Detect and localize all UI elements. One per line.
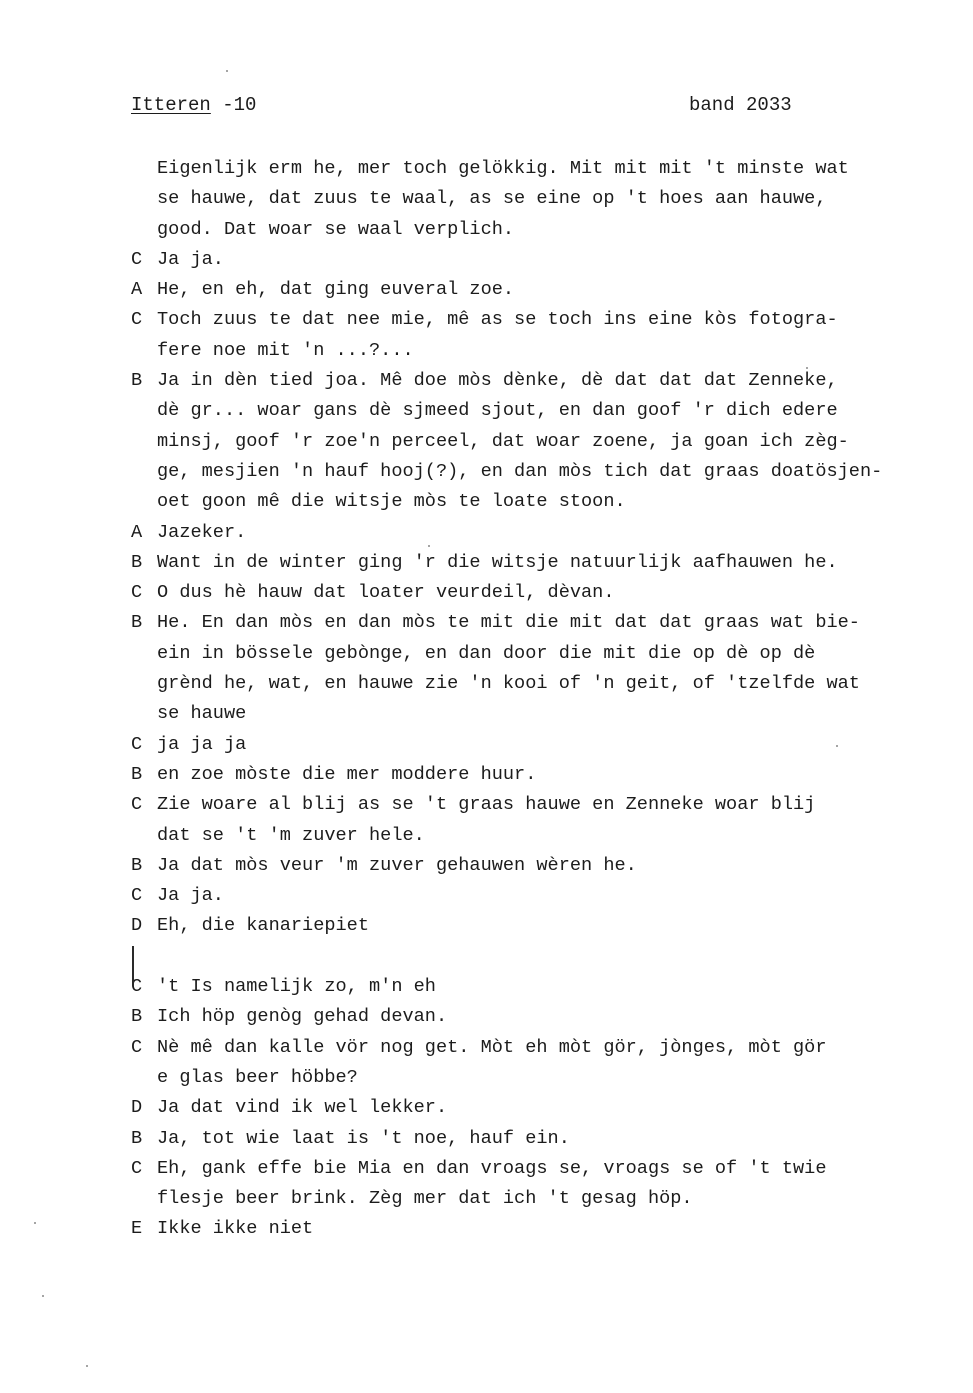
line-text: He. En dan mòs en dan mòs te mit die mit dat dat graas wat bie- bbox=[157, 612, 860, 634]
place-name: Itteren bbox=[131, 94, 211, 116]
line-text: e glas beer höbbe? bbox=[157, 1066, 358, 1088]
transcript-body bbox=[131, 154, 961, 1245]
speaker-label: B bbox=[131, 1006, 143, 1028]
line-text: dat se 't 'm zuver hele. bbox=[157, 824, 425, 846]
speaker-label: C bbox=[131, 582, 143, 604]
paper-speck bbox=[428, 545, 430, 547]
transcript-line bbox=[131, 336, 961, 366]
tape-reference: band 2033 bbox=[689, 94, 792, 116]
transcript-line bbox=[131, 972, 961, 1002]
line-text: Want in de winter ging 'r die witsje natuurlijk aafhauwen he. bbox=[157, 551, 838, 573]
transcript-line bbox=[131, 457, 961, 487]
speaker-label: C bbox=[131, 733, 143, 755]
speaker-label: C bbox=[131, 1036, 143, 1058]
speaker-label: B bbox=[131, 551, 143, 573]
transcript-line bbox=[131, 154, 961, 184]
transcript-line bbox=[131, 821, 961, 851]
line-text: fere noe mit 'n ...?... bbox=[157, 339, 414, 361]
line-text: Zie woare al blij as se 't graas hauwe en Zenneke woar blij bbox=[157, 794, 816, 816]
speaker-label: B bbox=[131, 612, 143, 634]
transcript-line bbox=[131, 942, 961, 972]
transcript-line bbox=[131, 548, 961, 578]
line-text: Ich höp genòg gehad devan. bbox=[157, 1006, 448, 1028]
speaker-label: B bbox=[131, 854, 143, 876]
transcript-line bbox=[131, 608, 961, 638]
transcript-line bbox=[131, 911, 961, 941]
speaker-label: D bbox=[131, 1097, 143, 1119]
transcript-line bbox=[131, 1184, 961, 1214]
line-text: O dus hè hauw dat loater veurdeil, dèvan. bbox=[157, 582, 615, 604]
transcript-line bbox=[131, 518, 961, 548]
page-location bbox=[131, 94, 256, 116]
line-text: ein in bössele gebònge, en dan door die mit die op dè op dè bbox=[157, 642, 816, 664]
transcript-line bbox=[131, 427, 961, 457]
transcript-line bbox=[131, 578, 961, 608]
speaker-label: E bbox=[131, 1218, 143, 1240]
transcript-line bbox=[131, 1033, 961, 1063]
line-text: en zoe mòste die mer moddere huur. bbox=[157, 763, 537, 785]
transcript-line bbox=[131, 1124, 961, 1154]
transcript-line bbox=[131, 1093, 961, 1123]
line-text: Ja ja. bbox=[157, 248, 224, 270]
line-text: Ja dat vind ik wel lekker. bbox=[157, 1097, 448, 1119]
paper-speck bbox=[226, 70, 228, 72]
speaker-label: C bbox=[131, 885, 143, 907]
transcript-line bbox=[131, 1154, 961, 1184]
line-text: Ja ja. bbox=[157, 885, 224, 907]
page-number: -10 bbox=[222, 94, 257, 116]
speaker-label: D bbox=[131, 915, 143, 937]
transcript-line bbox=[131, 366, 961, 396]
line-text: ja ja ja bbox=[157, 733, 247, 755]
line-text: Toch zuus te dat nee mie, mê as se toch ins eine kòs fotogra- bbox=[157, 309, 838, 331]
line-text: Nè mê dan kalle vör nog get. Mòt eh mòt gör, jònges, mòt gör bbox=[157, 1036, 827, 1058]
line-text: Eh, die kanariepiet bbox=[157, 915, 370, 937]
transcript-line bbox=[131, 305, 961, 335]
transcript-line bbox=[131, 760, 961, 790]
line-text: se hauwe, dat zuus te waal, as se eine op 't hoes aan hauwe, bbox=[157, 188, 827, 210]
line-text: Eh, gank effe bie Mia en dan vroags se, vroags se of 't twie bbox=[157, 1157, 827, 1179]
line-text: grènd he, wat, en hauwe zie 'n kooi of 'n geit, of 'tzelfde wat bbox=[157, 673, 860, 695]
speaker-label: B bbox=[131, 370, 143, 392]
paper-speck bbox=[42, 1295, 44, 1297]
speaker-label: A bbox=[131, 521, 143, 543]
transcript-line bbox=[131, 881, 961, 911]
transcript-line bbox=[131, 1214, 961, 1244]
transcript-line bbox=[131, 245, 961, 275]
line-text: Ikke ikke niet bbox=[157, 1218, 314, 1240]
transcript-line bbox=[131, 1063, 961, 1093]
line-text: se hauwe bbox=[157, 703, 247, 725]
paper-speck bbox=[806, 367, 808, 369]
speaker-label: C bbox=[131, 794, 143, 816]
line-text: Jazeker. bbox=[157, 521, 247, 543]
line-text: He, en eh, dat ging euveral zoe. bbox=[157, 279, 515, 301]
line-text: flesje beer brink. Zèg mer dat ich 't gesag höp. bbox=[157, 1188, 693, 1210]
paper-speck bbox=[836, 745, 838, 747]
line-text: Ja dat mòs veur 'm zuver gehauwen wèren he. bbox=[157, 854, 637, 876]
line-text: Ja in dèn tied joa. Mê doe mòs dènke, dè dat dat dat Zenneke, bbox=[157, 370, 838, 392]
transcript-line bbox=[131, 699, 961, 729]
transcript-line bbox=[131, 487, 961, 517]
transcript-line bbox=[131, 184, 961, 214]
paper-speck bbox=[86, 1365, 88, 1367]
speaker-label: C bbox=[131, 1157, 143, 1179]
page-header bbox=[131, 94, 811, 120]
speaker-label: B bbox=[131, 763, 143, 785]
speaker-change-mark bbox=[132, 946, 138, 986]
paper-speck bbox=[34, 1222, 36, 1224]
transcript-line bbox=[131, 396, 961, 426]
transcript-line bbox=[131, 851, 961, 881]
line-text: minsj, goof 'r zoe'n perceel, dat woar zoene, ja goan ich zèg- bbox=[157, 430, 849, 452]
line-text: ge, mesjien 'n hauf hooj(?), en dan mòs tich dat graas doatösjen- bbox=[157, 460, 883, 482]
line-text: Eigenlijk erm he, mer toch gelökkig. Mit mit mit 't minste wat bbox=[157, 158, 849, 179]
speaker-label: C bbox=[131, 976, 143, 998]
transcript-line bbox=[131, 669, 961, 699]
transcript-line bbox=[131, 1002, 961, 1032]
speaker-label: C bbox=[131, 309, 143, 331]
transcript-line bbox=[131, 790, 961, 820]
speaker-label: C bbox=[131, 248, 143, 270]
line-text: dè gr... woar gans dè sjmeed sjout, en dan goof 'r dich edere bbox=[157, 400, 838, 422]
speaker-label: B bbox=[131, 1127, 143, 1149]
line-text: Ja, tot wie laat is 't noe, hauf ein. bbox=[157, 1127, 570, 1149]
line-text: oet goon mê die witsje mòs te loate stoon. bbox=[157, 491, 626, 513]
transcript-line bbox=[131, 275, 961, 305]
speaker-label: A bbox=[131, 279, 143, 301]
transcript-line bbox=[131, 215, 961, 245]
line-text: good. Dat woar se waal verplich. bbox=[157, 218, 515, 240]
transcript-line bbox=[131, 639, 961, 669]
line-text: 't Is namelijk zo, m'n eh bbox=[157, 976, 436, 998]
